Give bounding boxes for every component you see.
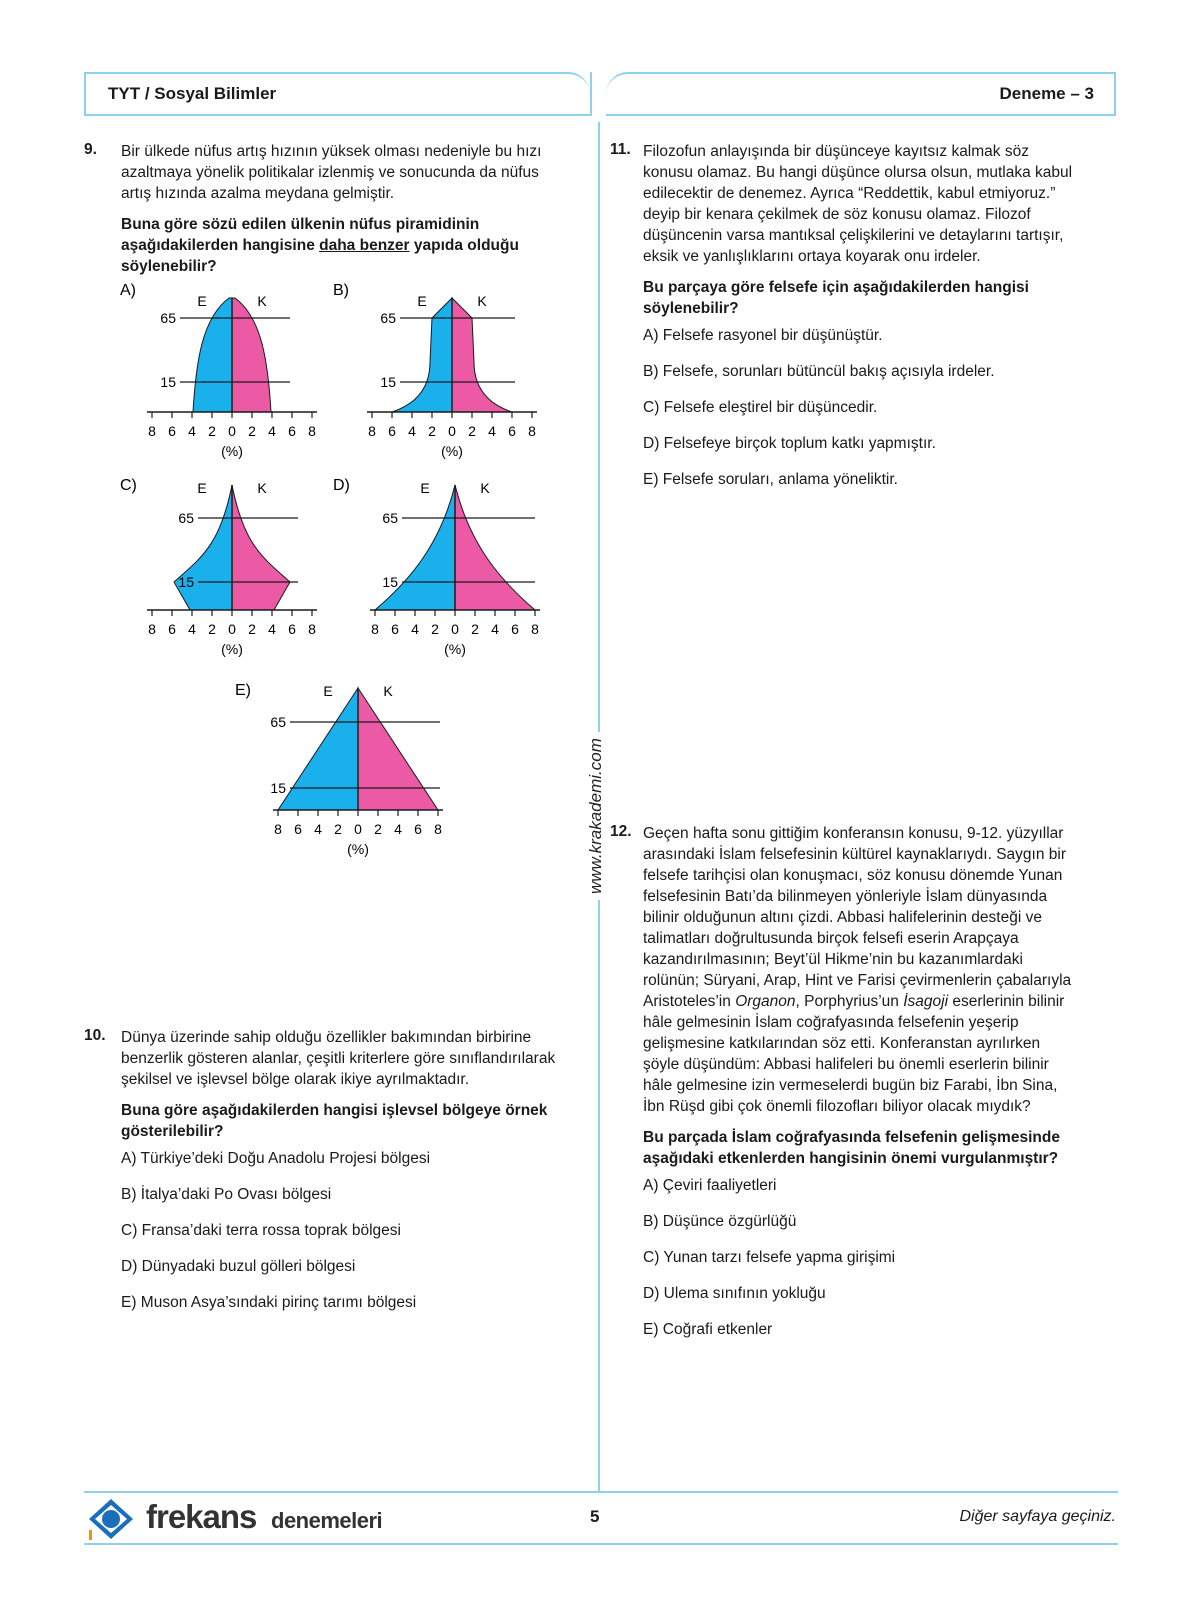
- q12-option-a[interactable]: A) Çeviri faaliyetleri: [643, 1177, 777, 1194]
- question-11: [643, 141, 1073, 490]
- pyramid-a-x-tick-label: 0: [228, 423, 236, 439]
- pyramid-e-x-unit: (%): [347, 841, 369, 857]
- pyramid-a-male-area: [193, 298, 232, 412]
- pyramid-b-x-unit: (%): [441, 443, 463, 459]
- pyramid-d-female-area: [455, 485, 535, 610]
- q10-number: 10.: [84, 1027, 106, 1044]
- header-exam: Deneme – 3: [999, 84, 1094, 103]
- publisher-logo: [86, 1496, 386, 1542]
- pyramid-e-male-area: [278, 688, 358, 810]
- pyramid-c-x-tick-label: 2: [248, 621, 256, 637]
- pyramid-e-x-tick-label: 8: [274, 821, 282, 837]
- pyramid-e-age65-label: 65: [270, 714, 286, 730]
- header-subject: TYT / Sosyal Bilimler: [108, 84, 277, 103]
- pyramid-b-x-tick-label: 2: [468, 423, 476, 439]
- pyramid-a-x-tick-label: 4: [188, 423, 196, 439]
- pyramid-e-x-tick-label: 6: [414, 821, 422, 837]
- pyramid-d-x-tick-label: 2: [431, 621, 439, 637]
- pyramid-c-age65-label: 65: [178, 510, 194, 526]
- pyramid-a-x-tick-label: 4: [268, 423, 276, 439]
- pyramid-e-title: E): [235, 682, 251, 699]
- pyramid-d-age65-label: 65: [382, 510, 398, 526]
- pyramid-c-female-area: [232, 485, 290, 610]
- q9-question: Buna göre sözü edilen ülkenin nüfus piramidinin aşağıdakilerden hangisine daha benzer yapıda olduğu söylenebilir?: [121, 216, 519, 275]
- pyramid-c-x-tick-label: 2: [208, 621, 216, 637]
- pyramid-e-x-tick-label: 8: [434, 821, 442, 837]
- pyramid-c-x-unit: (%): [221, 641, 243, 657]
- pyramid-b-x-tick-label: 8: [368, 423, 376, 439]
- pyramid-c-male-area: [174, 485, 232, 610]
- brand-name: frekans: [146, 1498, 257, 1535]
- pyramid-d-female-label: K: [480, 480, 490, 496]
- pyramid-e-x-tick-label: 6: [294, 821, 302, 837]
- page-number: 5: [590, 1507, 600, 1526]
- footer-top-line: [84, 1491, 1118, 1493]
- q11-option-a[interactable]: A) Felsefe rasyonel bir düşünüştür.: [643, 327, 883, 344]
- q11-stem: Filozofun anlayışında bir düşünceye kayıtsız kalmak söz konusu olamaz. Bu hangi düşünce olursa olsun, mutlaka kabul edilecektir de denemez. Ayrıca “Reddettik, kabul etmiyoruz.” deyip bir kenara çekilmek de söz konusu olamaz. Filozof düşüncenin varsa mantıksal çelişkilerini ve detaylarını tartışır, eksik ve yanlışlıklarını ortaya koyarak onu irdeler.: [643, 143, 1073, 265]
- q10-question: Buna göre aşağıdakilerden hangisi işlevsel bölgeye örnek gösterilebilir?: [121, 1102, 548, 1140]
- q11-option-e[interactable]: E) Felsefe soruları, anlama yöneliktir.: [643, 471, 898, 488]
- q9-stem: Bir ülkede nüfus artış hızının yüksek olması nedeniyle bu hızı azaltmaya yönelik politikalar izlenmiş ve sonucunda da nüfus artış hızında azalma meydana gelmiştir.: [121, 143, 542, 202]
- pyramid-c-title: C): [120, 477, 137, 494]
- pyramid-a-age65-label: 65: [160, 310, 176, 326]
- side-website-text: www.krakademi.com: [586, 732, 606, 900]
- pyramid-a-age15-label: 15: [160, 374, 176, 390]
- q11-option-b[interactable]: B) Felsefe, sorunları bütüncül bakış açısıyla irdeler.: [643, 363, 995, 380]
- pyramid-d-male-label: E: [420, 480, 430, 496]
- pyramid-b-age65-label: 65: [380, 310, 396, 326]
- q11-question: Bu parçaya göre felsefe için aşağıdakilerden hangisi söylenebilir?: [643, 279, 1029, 317]
- pyramid-b-x-tick-label: 6: [508, 423, 516, 439]
- pyramid-e-x-tick-label: 2: [374, 821, 382, 837]
- pyramid-d-age15-label: 15: [382, 574, 398, 590]
- pyramid-e-age15-label: 15: [270, 780, 286, 796]
- pyramid-a-x-tick-label: 2: [208, 423, 216, 439]
- pyramid-c-x-tick-label: 8: [308, 621, 316, 637]
- pyramid-c-x-tick-label: 0: [228, 621, 236, 637]
- pyramid-a-x-tick-label: 6: [168, 423, 176, 439]
- q11-option-d[interactable]: D) Felsefeye birçok toplum katkı yapmıştır.: [643, 435, 936, 452]
- pyramid-b-x-tick-label: 6: [388, 423, 396, 439]
- pyramid-b-x-tick-label: 8: [528, 423, 536, 439]
- pyramid-b-age15-label: 15: [380, 374, 396, 390]
- pyramid-a-female-label: K: [257, 293, 267, 309]
- q11-option-c[interactable]: C) Felsefe eleştirel bir düşüncedir.: [643, 399, 878, 416]
- brand-subtitle: denemeleri: [271, 1508, 383, 1533]
- pyramid-e-female-label: K: [383, 683, 393, 699]
- kr-logo-icon: [86, 1496, 136, 1542]
- q10-option-e[interactable]: E) Muson Asya’sındaki pirinç tarımı bölgesi: [121, 1294, 417, 1311]
- pyramid-b-male-label: E: [417, 293, 427, 309]
- pyramid-b-x-tick-label: 4: [408, 423, 416, 439]
- pyramid-b-title: B): [333, 282, 349, 299]
- q12-number: 12.: [610, 823, 632, 840]
- pyramid-a-x-tick-label: 8: [148, 423, 156, 439]
- pyramid-a-male-label: E: [197, 293, 207, 309]
- pyramid-b-x-tick-label: 4: [488, 423, 496, 439]
- pyramid-e-male-label: E: [323, 683, 333, 699]
- q9-number: 9.: [84, 141, 97, 158]
- pyramid-a-x-tick-label: 8: [308, 423, 316, 439]
- pyramid-e-x-tick-label: 4: [394, 821, 402, 837]
- pyramid-c-female-label: K: [257, 480, 267, 496]
- q10-stem: Dünya üzerinde sahip olduğu özellikler bakımından birbirine benzerlik gösteren alanlar, çeşitli kriterlere göre sınıflandırılarak şekilsel ve işlevsel bölge olarak ikiye ayrılmaktadır.: [121, 1029, 556, 1088]
- pyramid-a-title: A): [120, 282, 136, 299]
- pyramid-d-x-tick-label: 0: [451, 621, 459, 637]
- pyramid-b-x-tick-label: 2: [428, 423, 436, 439]
- next-page-note: Diğer sayfaya geçiniz.: [959, 1508, 1116, 1525]
- pyramid-c-x-tick-label: 4: [268, 621, 276, 637]
- pyramid-b-x-tick-label: 0: [448, 423, 456, 439]
- q10-option-d[interactable]: D) Dünyadaki buzul gölleri bölgesi: [121, 1258, 356, 1275]
- pyramid-d-x-tick-label: 2: [471, 621, 479, 637]
- pyramid-d-x-tick-label: 4: [411, 621, 419, 637]
- q12-question: Bu parçada İslam coğrafyasında felsefenin gelişmesinde aşağıdaki etkenlerden hangisinin önemi vurgulanmıştır?: [643, 1129, 1060, 1167]
- pyramid-d-x-tick-label: 8: [371, 621, 379, 637]
- pyramid-d-x-tick-label: 6: [391, 621, 399, 637]
- pyramid-b-male-area: [392, 298, 452, 412]
- pyramid-d-male-area: [375, 485, 455, 610]
- pyramid-e-x-tick-label: 4: [314, 821, 322, 837]
- pyramid-c-x-tick-label: 6: [168, 621, 176, 637]
- q10-option-b[interactable]: B) İtalya’daki Po Ovası bölgesi: [121, 1186, 332, 1203]
- q10-option-a[interactable]: A) Türkiye’deki Doğu Anadolu Projesi bölgesi: [121, 1150, 431, 1167]
- pyramid-d-x-tick-label: 4: [491, 621, 499, 637]
- q10-option-c[interactable]: C) Fransa’daki terra rossa toprak bölgesi: [121, 1222, 401, 1239]
- q12-option-b[interactable]: B) Düşünce özgürlüğü: [643, 1213, 797, 1230]
- header-exam-box: [606, 72, 1116, 116]
- pyramid-c-male-label: E: [197, 480, 207, 496]
- question-12: [643, 823, 1075, 1340]
- q12-option-d[interactable]: D) Ulema sınıfının yokluğu: [643, 1285, 826, 1302]
- pyramid-e-x-tick-label: 0: [354, 821, 362, 837]
- pyramid-c-age15-label: 15: [178, 574, 194, 590]
- pyramid-a-x-tick-label: 6: [288, 423, 296, 439]
- pyramid-a-female-area: [232, 298, 271, 412]
- pyramid-c-x-tick-label: 6: [288, 621, 296, 637]
- pyramid-e-female-area: [358, 688, 438, 810]
- pyramid-c-x-tick-label: 8: [148, 621, 156, 637]
- pyramid-e-x-tick-label: 2: [334, 821, 342, 837]
- pyramid-d-x-unit: (%): [444, 641, 466, 657]
- pyramid-b-female-label: K: [477, 293, 487, 309]
- q11-number: 11.: [610, 141, 631, 158]
- pyramid-c-x-tick-label: 4: [188, 621, 196, 637]
- pyramid-a-x-tick-label: 2: [248, 423, 256, 439]
- pyramid-b-female-area: [452, 298, 512, 412]
- pyramid-a-x-unit: (%): [221, 443, 243, 459]
- q12-option-c[interactable]: C) Yunan tarzı felsefe yapma girişimi: [643, 1249, 896, 1266]
- pyramid-d-title: D): [333, 477, 350, 494]
- q9-pyramids-figure: [0, 0, 600, 880]
- question-10: [121, 1027, 561, 1313]
- pyramid-d-x-tick-label: 8: [531, 621, 539, 637]
- footer-bottom-line: [84, 1543, 1118, 1545]
- q12-option-e[interactable]: E) Coğrafi etkenler: [643, 1321, 773, 1338]
- pyramid-d-x-tick-label: 6: [511, 621, 519, 637]
- q12-stem: Geçen hafta sonu gittiğim konferansın konusu, 9-12. yüzyıllar arasındaki İslam felsefesinin kültürel kaynaklarıydı. Saygın bir felsefe tarihçisi olan konuşmacı, söz konusu dönemde Yunan felsefesinin Batı’da bilinmeyen yönleriyle İslam dünyasında bilinir olduğunun altını çizdi. Abbasi halifelerinin desteği ve talimatları doğrultusunda birçok felsefi eserin Arapçaya kazandırılmasının; Beyt’ül Hikme’nin bu kazanımlardaki rolünün; Süryani, Arap, Hint ve Farisi çevirmenlerin çabalarıyla Aristoteles’in Organon, Porphyrius’un İsagoji eserlerinin bilinir hâle gelmesinin İslam coğrafyasında felsefenin yeşerip gelişmesine katkılarından söz etti. Konferanstan ayrılırken şöyle düşündüm: Abbasi halifeleri bu önemli eserlerin bilinir hâle gelmesine izin vermeselerdi bugün biz Farabi, İbn Sina, İbn Rüşd gibi çok önemli filozofları biliyor olacak mıydık?: [643, 825, 1072, 1115]
